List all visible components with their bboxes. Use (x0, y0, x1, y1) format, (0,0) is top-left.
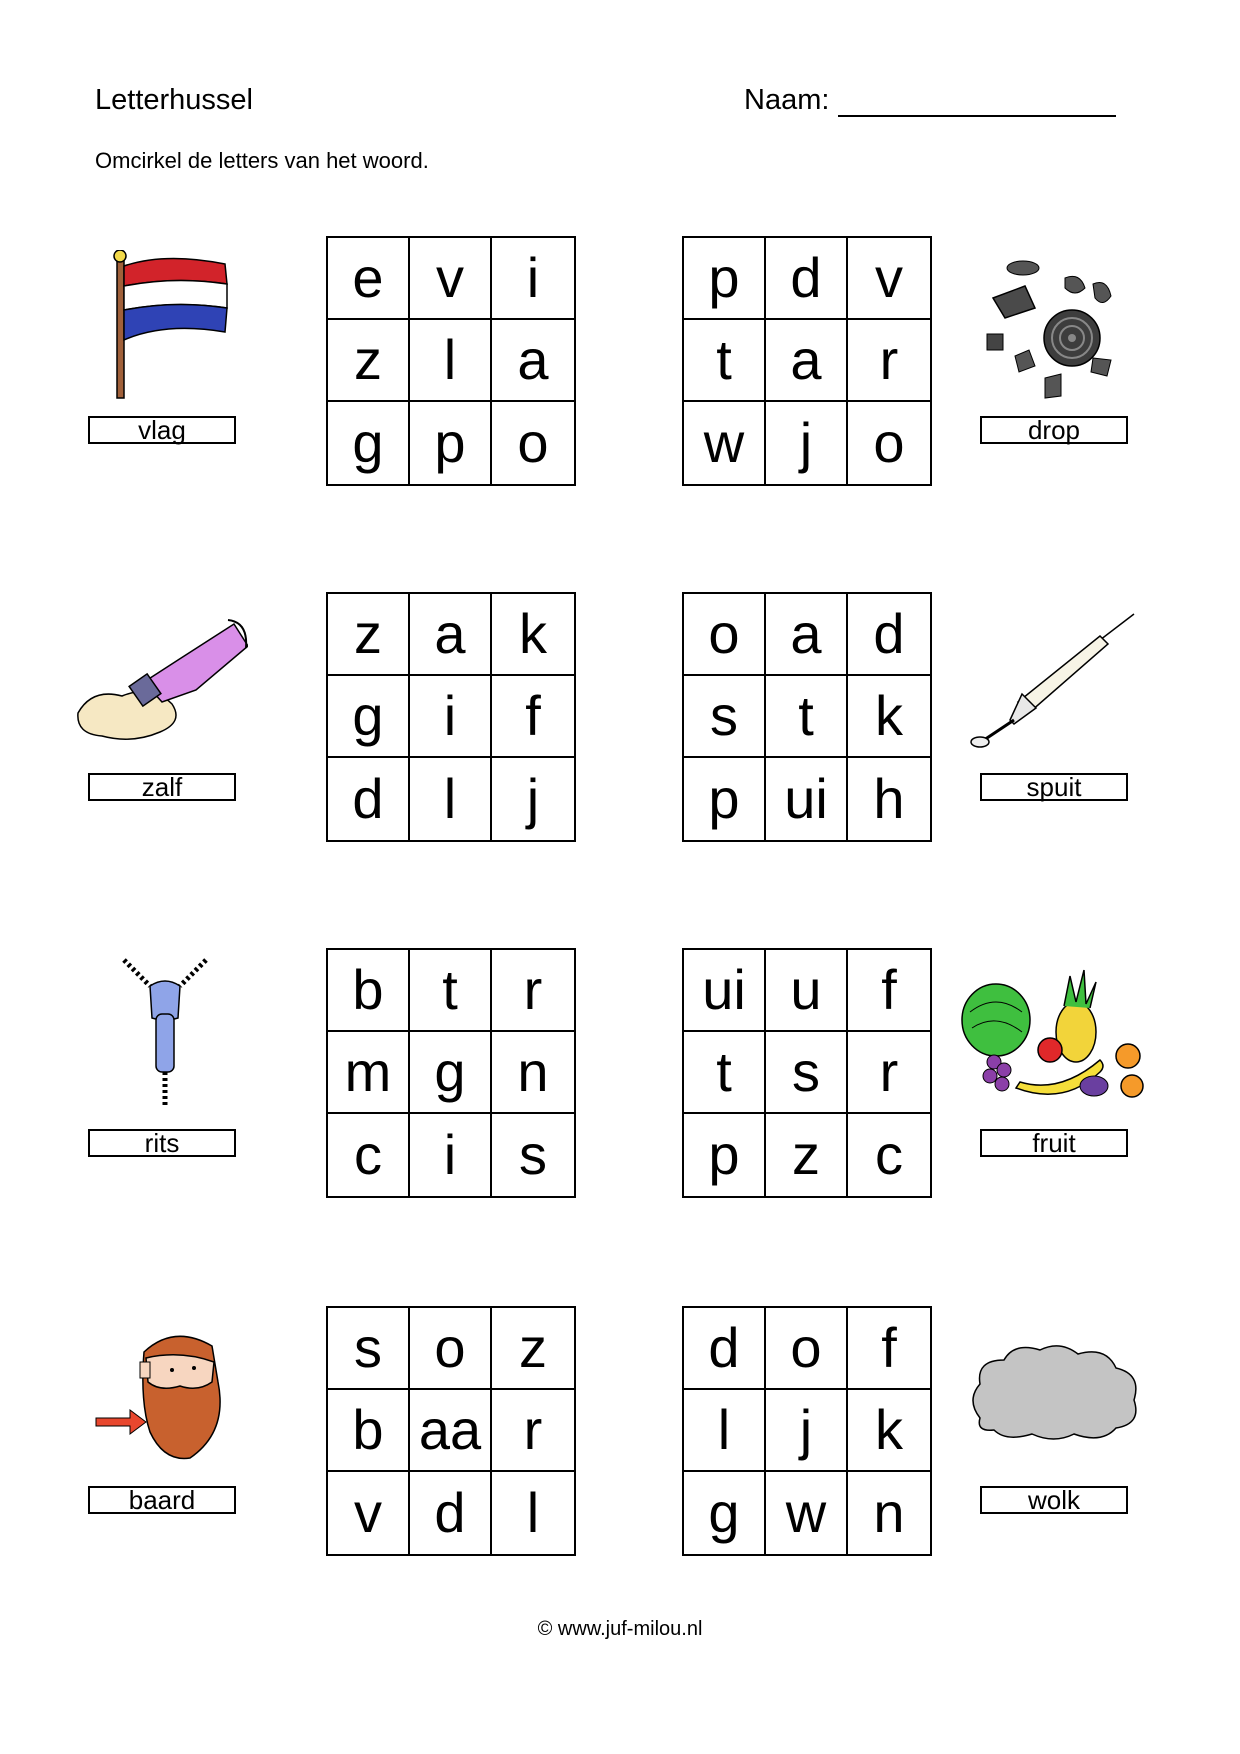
letter-cell[interactable]: o (517, 411, 549, 474)
letter-cell[interactable]: n (492, 1032, 574, 1114)
letter-cell[interactable]: o (410, 1308, 492, 1390)
word-label: drop (980, 416, 1128, 444)
letter-cell[interactable]: g (410, 1032, 492, 1114)
cloud-icon (966, 1340, 1142, 1444)
letter-cell[interactable]: o (684, 594, 766, 676)
letter-cell[interactable]: d (328, 758, 410, 840)
letter-cell[interactable]: p (410, 402, 492, 484)
letter-cell[interactable]: o (766, 1308, 848, 1390)
zipper-icon (120, 958, 210, 1108)
letter-cell[interactable]: k (848, 1390, 930, 1472)
letter-cell[interactable]: n (873, 1481, 905, 1544)
letter-cell[interactable]: d (410, 1472, 492, 1554)
letter-cell[interactable]: t (410, 950, 492, 1032)
letter-cell[interactable]: e (328, 238, 410, 320)
letter-cell[interactable]: v (328, 1472, 410, 1554)
letter-cell[interactable]: s (766, 1032, 848, 1114)
letter-cell[interactable]: j (526, 767, 540, 830)
letter-cell[interactable]: ui (684, 950, 766, 1032)
letter-cell[interactable]: i (410, 676, 492, 758)
letter-cell[interactable]: k (492, 594, 574, 676)
name-label: Naam: (744, 84, 830, 116)
letter-cell[interactable]: p (684, 1114, 766, 1196)
word-label: vlag (88, 416, 236, 444)
letter-cell[interactable]: s (519, 1123, 547, 1186)
word-label: baard (88, 1486, 236, 1514)
letter-cell[interactable]: z (766, 1114, 848, 1196)
letter-cell[interactable]: g (684, 1472, 766, 1554)
letter-cell[interactable]: z (328, 594, 410, 676)
licorice-icon (975, 248, 1125, 408)
fruit-icon (960, 962, 1146, 1102)
letter-cell[interactable]: p (684, 758, 766, 840)
worksheet-title: Letterhussel (95, 84, 253, 116)
letter-cell[interactable]: z (492, 1308, 574, 1390)
letter-cell[interactable]: d (848, 594, 930, 676)
word-label: wolk (980, 1486, 1128, 1514)
syringe-icon (970, 612, 1135, 752)
word-label: rits (88, 1129, 236, 1157)
letter-cell[interactable]: r (492, 1390, 574, 1472)
instruction-text: Omcirkel de letters van het woord. (95, 148, 429, 173)
letter-cell[interactable]: j (766, 402, 848, 484)
letter-cell[interactable]: h (873, 767, 905, 830)
letter-cell[interactable]: a (766, 594, 848, 676)
letter-cell[interactable]: v (410, 238, 492, 320)
letter-cell[interactable]: b (328, 1390, 410, 1472)
letter-grid-spuit (682, 592, 932, 842)
letter-cell[interactable]: v (848, 238, 930, 320)
letter-cell[interactable]: g (328, 676, 410, 758)
beard-icon (94, 1322, 230, 1462)
letter-cell[interactable]: z (328, 320, 410, 402)
letter-cell[interactable]: d (684, 1308, 766, 1390)
letter-grid-vlag (326, 236, 576, 486)
letter-cell[interactable]: l (410, 758, 492, 840)
word-label: spuit (980, 773, 1128, 801)
letter-cell[interactable]: t (766, 676, 848, 758)
letter-cell[interactable]: k (848, 676, 930, 758)
letter-cell[interactable]: o (873, 411, 905, 474)
letter-cell[interactable]: aa (410, 1390, 492, 1472)
letter-grid-fruit (682, 948, 932, 1198)
letter-cell[interactable]: m (328, 1032, 410, 1114)
letter-cell[interactable]: r (848, 320, 930, 402)
word-label: fruit (980, 1129, 1128, 1157)
letter-grid-zalf (326, 592, 576, 842)
word-label: zalf (88, 773, 236, 801)
letter-cell[interactable]: i (410, 1114, 492, 1196)
letter-cell[interactable]: c (875, 1123, 903, 1186)
letter-grid-baard (326, 1306, 576, 1556)
letter-cell[interactable]: s (328, 1308, 410, 1390)
letter-grid-rits (326, 948, 576, 1198)
letter-cell[interactable]: a (766, 320, 848, 402)
letter-cell[interactable]: t (684, 320, 766, 402)
letter-cell[interactable]: f (492, 676, 574, 758)
letter-cell[interactable]: c (328, 1114, 410, 1196)
letter-cell[interactable]: s (684, 676, 766, 758)
letter-cell[interactable]: l (684, 1390, 766, 1472)
letter-cell[interactable]: w (766, 1472, 848, 1554)
letter-cell[interactable]: f (848, 950, 930, 1032)
flag-icon (105, 250, 235, 400)
letter-cell[interactable]: r (848, 1032, 930, 1114)
letter-cell[interactable]: w (684, 402, 766, 484)
letter-cell[interactable]: l (526, 1481, 540, 1544)
letter-cell[interactable]: b (328, 950, 410, 1032)
letter-cell[interactable]: l (410, 320, 492, 402)
letter-grid-wolk (682, 1306, 932, 1556)
letter-cell[interactable]: a (492, 320, 574, 402)
letter-cell[interactable]: i (492, 238, 574, 320)
letter-cell[interactable]: j (766, 1390, 848, 1472)
letter-cell[interactable]: t (684, 1032, 766, 1114)
letter-cell[interactable]: ui (766, 758, 848, 840)
letter-cell[interactable]: a (410, 594, 492, 676)
ointment-tube-icon (72, 618, 248, 753)
letter-grid-drop (682, 236, 932, 486)
letter-cell[interactable]: d (766, 238, 848, 320)
letter-cell[interactable]: g (328, 402, 410, 484)
letter-cell[interactable]: f (848, 1308, 930, 1390)
letter-cell[interactable]: r (492, 950, 574, 1032)
name-line[interactable] (838, 115, 1116, 117)
footer-copyright: © www.juf-milou.nl (537, 1618, 703, 1640)
letter-cell[interactable]: u (766, 950, 848, 1032)
letter-cell[interactable]: p (684, 238, 766, 320)
